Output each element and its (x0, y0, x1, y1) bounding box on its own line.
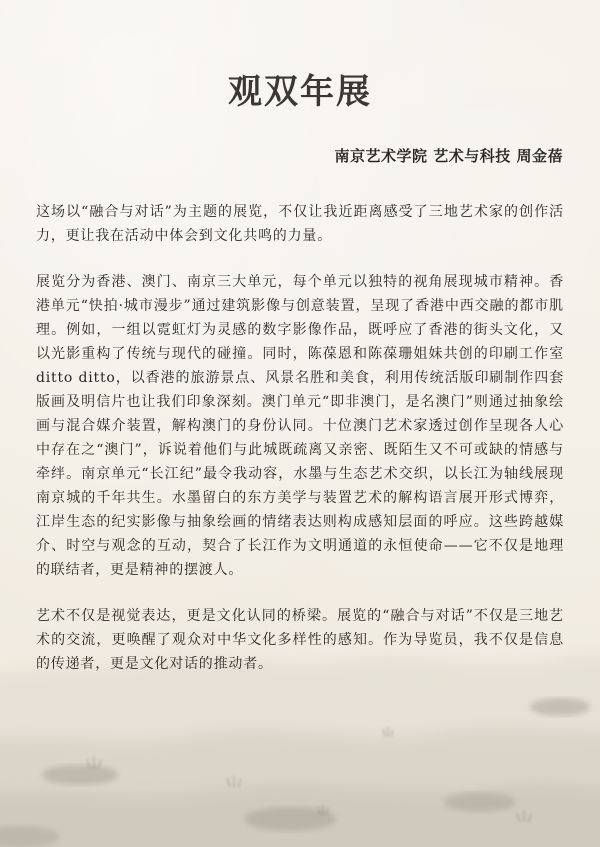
paragraph-conclusion: 艺术不仅是视觉表达，更是文化认同的桥梁。展览的“融合与对话”不仅是三地艺术的交流，更唤醒了观众对中华文化多样性的感知。作为导览员，我不仅是信息的传递者，更是文化对话的推动者。 (36, 608, 564, 672)
paragraph-units: 展览分为香港、澳门、南京三大单元，每个单元以独特的视角展现城市精神。香港单元“快拍·城市漫步”通过建筑影像与创意装置，呈现了香港中西交融的都市肌理。例如，一组以霓虹灯为灵感的数字影像作品，既呼应了香港的街头文化，又以光影重构了传统与现代的碰撞。同时，陈葆恩和陈葆珊姐妹共创的印刷工作室ditto ditto，以香港的旅游景点、风景名胜和美食，利用传统活版印刷制作四套版画及明信片也让我们印象深刻。澳门单元“即非澳门，是名澳门”则通过抽象绘画与混合媒介装置，解构澳门的身份认同。十位澳门艺术家透过创作呈现各人心中存在之“澳门”，诉说着他们与此城既疏离又亲密、既陌生又不可或缺的情感与牵绊。南京单元“长江纪”最令我动容，水墨与生态艺术交织，以长江为轴线展现南京城的千年共生。水墨留白的东方美学与装置艺术的解构语言展开形式博弈，江岸生态的纪实影像与抽象绘画的情绪表达则构成感知层面的呼应。这些跨越媒介、时空与观念的互动，契合了长江作为文明通道的永恒使命——它不仅是地理的联结者，更是精神的摆渡人。 (36, 274, 564, 578)
paragraph-intro: 这场以“融合与对话”为主题的展览，不仅让我近距离感受了三地艺术家的创作活力，更让我在活动中体会到文化共鸣的力量。 (36, 204, 564, 244)
author-byline: 南京艺术学院 艺术与科技 周金蓓 (334, 147, 563, 165)
article-body (36, 200, 564, 698)
page-title: 观双年展 (228, 72, 372, 112)
